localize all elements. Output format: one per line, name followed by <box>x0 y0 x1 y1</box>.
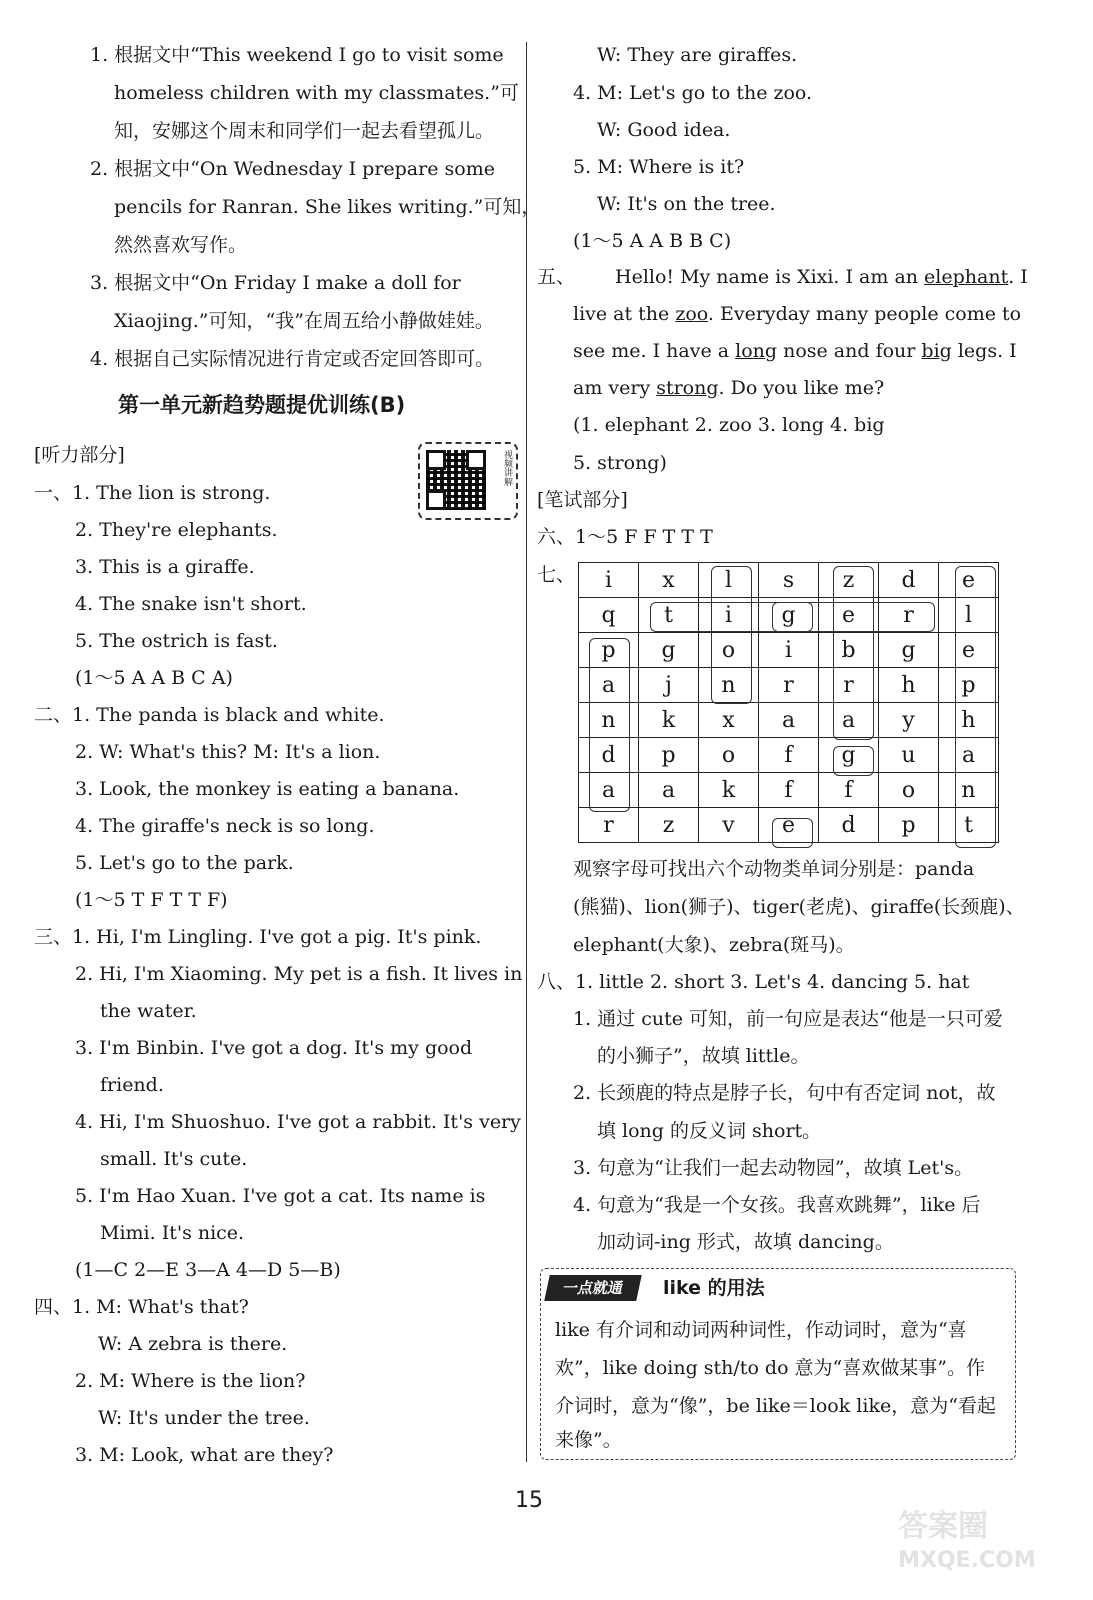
blank-word: strong <box>656 377 719 399</box>
grid-cell: a <box>639 773 699 808</box>
grid-cell: r <box>879 598 939 633</box>
s3-line: small. It's cute. <box>100 1148 248 1170</box>
watermark-url: MXQE.COM <box>898 1548 1036 1573</box>
s2-line: 5. Let's go to the park. <box>75 852 294 874</box>
p1-line1: 1. 根据文中“This weekend I go to visit some <box>90 44 504 66</box>
s3-line: 2. Hi, I'm Xiaoming. My pet is a fish. It lives in <box>75 963 523 985</box>
s4-line: 3. M: Look, what are they? <box>75 1444 334 1466</box>
grid-cell: h <box>879 668 939 703</box>
grid-cell: a <box>579 668 639 703</box>
s7-label: 七、 <box>537 564 576 586</box>
s7-note: (熊猫)、lion(狮子)、tiger(老虎)、giraffe(长颈鹿)、 <box>573 896 1025 918</box>
grid-cell: k <box>699 773 759 808</box>
grid-cell: i <box>699 598 759 633</box>
page-number: 15 <box>515 1488 543 1513</box>
blank-word: zoo <box>675 303 708 325</box>
tip-line: 欢”，like doing sth/to do 意为“喜欢做某事”。作 <box>555 1357 985 1379</box>
grid-cell: l <box>939 598 999 633</box>
s3-line: 5. I'm Hao Xuan. I've got a cat. Its name is <box>75 1185 486 1207</box>
s8-answer: 八、1. little 2. short 3. Let's 4. dancing 5. hat <box>537 971 970 993</box>
qr-code[interactable] <box>418 442 518 520</box>
s4-line: W: A zebra is there. <box>98 1333 288 1355</box>
word-outline <box>833 566 874 740</box>
grid-row <box>579 633 999 668</box>
grid-cell: e <box>759 808 819 843</box>
word-outline <box>833 746 874 776</box>
s8-line: 加动词-ing 形式，故填 dancing。 <box>597 1231 894 1253</box>
p2-line3: 然然喜欢写作。 <box>114 234 248 256</box>
s8-line: 2. 长颈鹿的特点是脖子长，句中有否定词 not，故 <box>573 1082 996 1104</box>
grid-cell: k <box>639 703 699 738</box>
grid-cell: x <box>699 703 759 738</box>
tip-label: 一点就通 <box>544 1275 642 1301</box>
watermark <box>898 1510 1036 1578</box>
grid-row <box>579 563 999 598</box>
s4b-line: W: It's on the tree. <box>597 193 776 215</box>
grid-cell: f <box>819 773 879 808</box>
s4b-line: 4. M: Let's go to the zoo. <box>573 82 813 104</box>
s3-line: 3. I'm Binbin. I've got a dog. It's my good <box>75 1037 473 1059</box>
grid-cell: o <box>699 633 759 668</box>
s5-line3: see me. I have a long nose and four big legs. I <box>573 340 1017 362</box>
s2-answer: (1～5 T F T T F) <box>75 889 228 911</box>
grid-cell: r <box>579 808 639 843</box>
s8-line: 4. 句意为“我是一个女孩。我喜欢跳舞”，like 后 <box>573 1194 981 1216</box>
grid-cell: z <box>819 563 879 598</box>
s8-line: 3. 句意为“让我们一起去动物园”，故填 Let's。 <box>573 1157 974 1179</box>
grid-cell: l <box>699 563 759 598</box>
p2-line2: pencils for Ranran. She likes writing.”可知， <box>114 196 541 218</box>
grid-cell: d <box>819 808 879 843</box>
listening-header: [听力部分] <box>34 444 125 466</box>
s7-note: elephant(大象)、zebra(斑马)。 <box>573 934 855 956</box>
grid-cell: e <box>819 598 879 633</box>
s8-line: 的小狮子”，故填 little。 <box>597 1045 810 1067</box>
grid-cell: a <box>579 773 639 808</box>
grid-cell: n <box>579 703 639 738</box>
grid-cell: p <box>639 738 699 773</box>
grid-cell: a <box>759 703 819 738</box>
grid-cell: a <box>819 703 879 738</box>
s5-line2: live at the zoo. Everyday many people come to <box>573 303 1022 325</box>
p4-line: 4. 根据自己实际情况进行肯定或否定回答即可。 <box>90 348 495 370</box>
word-outline <box>772 602 813 632</box>
s3-line: 三、1. Hi, I'm Lingling. I've got a pig. It's pink. <box>34 926 482 948</box>
s2-line: 4. The giraffe's neck is so long. <box>75 815 375 837</box>
grid-cell: e <box>939 633 999 668</box>
grid-cell: n <box>699 668 759 703</box>
s4b-line: W: Good idea. <box>597 119 731 141</box>
tip-box <box>540 1268 1016 1460</box>
blank-word: big <box>921 340 952 362</box>
qr-corner <box>426 490 446 510</box>
word-outline <box>711 566 752 704</box>
s1-line: 3. This is a giraffe. <box>75 556 255 578</box>
grid-cell: o <box>879 773 939 808</box>
grid-row <box>579 668 999 703</box>
grid-cell: a <box>939 738 999 773</box>
grid-cell: j <box>639 668 699 703</box>
s4b-line: W: They are giraffes. <box>597 44 798 66</box>
grid-cell: f <box>759 738 819 773</box>
grid-cell: z <box>639 808 699 843</box>
word-outline <box>589 638 630 812</box>
grid-cell: g <box>879 633 939 668</box>
grid-cell: r <box>819 668 879 703</box>
p1-line3: 知，安娜这个周末和同学们一起去看望孤儿。 <box>114 120 495 142</box>
grid-row <box>579 773 999 808</box>
s6-answer: 六、1～5 F F T T T <box>537 526 713 548</box>
tip-line: like 有介词和动词两种词性，作动词时，意为“喜 <box>555 1319 967 1341</box>
p1-line2: homeless children with my classmates.”可 <box>114 82 519 104</box>
s8-line: 填 long 的反义词 short。 <box>597 1120 822 1142</box>
qr-corner <box>466 450 486 470</box>
grid-cell: i <box>579 563 639 598</box>
s3-line: the water. <box>100 1000 197 1022</box>
grid-cell: v <box>699 808 759 843</box>
s5-answer: (1. elephant 2. zoo 3. long 4. big <box>573 414 885 436</box>
s3-line: Mimi. It's nice. <box>100 1222 245 1244</box>
s8-line: 1. 通过 cute 可知，前一句应是表达“他是一只可爱 <box>573 1008 1003 1030</box>
s5-label: 五、 <box>537 266 576 288</box>
grid-cell: g <box>819 738 879 773</box>
grid-cell: d <box>579 738 639 773</box>
grid-cell: d <box>879 563 939 598</box>
s4-line: W: It's under the tree. <box>98 1407 310 1429</box>
section-title: 第一单元新趋势题提优训练(B) <box>118 393 406 417</box>
grid-cell: g <box>639 633 699 668</box>
blank-word: elephant <box>924 266 1009 288</box>
grid-cell: f <box>759 773 819 808</box>
grid-cell: i <box>759 633 819 668</box>
s1-answer: (1～5 A A B C A) <box>75 667 233 689</box>
grid-cell: p <box>579 633 639 668</box>
grid-cell: h <box>939 703 999 738</box>
grid-row <box>579 738 999 773</box>
grid-cell: r <box>759 668 819 703</box>
s1-line: 一、1. The lion is strong. <box>34 482 271 504</box>
s4b-answer: (1～5 A A B B C) <box>573 230 732 252</box>
grid-row <box>579 703 999 738</box>
tip-line: 来像”。 <box>555 1429 622 1451</box>
grid-cell: p <box>939 668 999 703</box>
s5-line1: Hello! My name is Xixi. I am an elephant. I <box>615 266 1028 288</box>
column-divider <box>526 42 527 1462</box>
s7-note: 观察字母可找出六个动物类单词分别是：panda <box>573 858 975 880</box>
grid-cell: q <box>579 598 639 633</box>
qr-side-text: 视频讲解 <box>502 450 512 486</box>
grid-cell: x <box>639 563 699 598</box>
grid-cell: p <box>879 808 939 843</box>
qr-corner <box>426 450 446 470</box>
s4-line: 2. M: Where is the lion? <box>75 1370 306 1392</box>
s2-line: 二、1. The panda is black and white. <box>34 704 385 726</box>
grid-cell: n <box>939 773 999 808</box>
s5-line4: am very strong. Do you like me? <box>573 377 885 399</box>
s5-answer: 5. strong) <box>573 452 667 474</box>
grid-cell: y <box>879 703 939 738</box>
grid-cell: b <box>819 633 879 668</box>
s1-line: 5. The ostrich is fast. <box>75 630 278 652</box>
p3-line2: Xiaojing.”可知，“我”在周五给小静做娃娃。 <box>114 310 494 332</box>
word-outline <box>955 566 996 848</box>
s3-answer: (1—C 2—E 3—A 4—D 5—B) <box>75 1259 341 1281</box>
s2-line: 3. Look, the monkey is eating a banana. <box>75 778 460 800</box>
grid-cell: t <box>939 808 999 843</box>
tip-title: like 的用法 <box>663 1277 765 1299</box>
writing-header: [笔试部分] <box>537 489 628 511</box>
s4b-line: 5. M: Where is it? <box>573 156 745 178</box>
watermark-text: 答案圈 <box>898 1509 988 1544</box>
word-outline <box>772 818 813 848</box>
grid-cell: o <box>699 738 759 773</box>
grid-cell: s <box>759 563 819 598</box>
s3-line: 4. Hi, I'm Shuoshuo. I've got a rabbit. It's very <box>75 1111 521 1133</box>
grid-cell: e <box>939 563 999 598</box>
p3-line1: 3. 根据文中“On Friday I make a doll for <box>90 272 461 294</box>
s4-line: 四、1. M: What's that? <box>34 1296 249 1318</box>
grid-cell: u <box>879 738 939 773</box>
blank-word: long <box>735 340 778 362</box>
s3-line: friend. <box>100 1074 164 1096</box>
tip-line: 介词时，意为“像”，be like＝look like，意为“看起 <box>555 1395 996 1417</box>
s2-line: 2. W: What's this? M: It's a lion. <box>75 741 381 763</box>
grid-cell: g <box>759 598 819 633</box>
grid-cell: t <box>639 598 699 633</box>
s1-line: 4. The snake isn't short. <box>75 593 307 615</box>
s1-line: 2. They're elephants. <box>75 519 278 541</box>
p2-line1: 2. 根据文中“On Wednesday I prepare some <box>90 158 495 180</box>
